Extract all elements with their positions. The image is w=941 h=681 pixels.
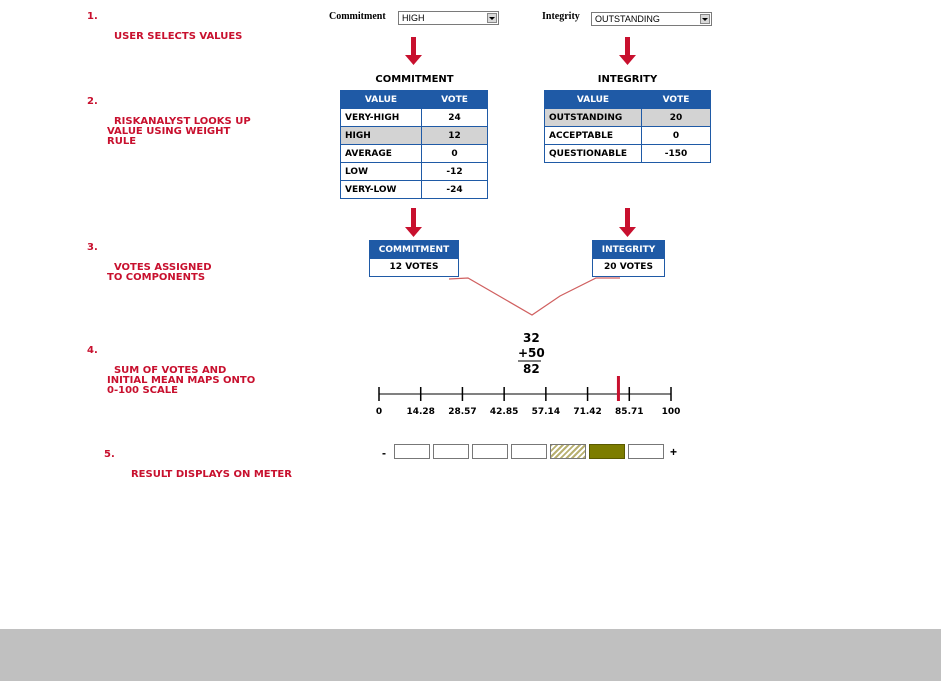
vote-cell: 12: [422, 127, 488, 145]
step-4-number: 4.: [87, 345, 98, 356]
value-cell: VERY-LOW: [341, 181, 422, 199]
footer-bar: [0, 629, 941, 681]
sum-total: 82: [523, 362, 540, 376]
step-3-text: VOTES ASSIGNED TO COMPONENTS: [107, 262, 212, 283]
scale-tick-label: 85.71: [615, 407, 644, 417]
commitment-votes-box: [369, 240, 459, 277]
value-cell: AVERAGE: [341, 145, 422, 163]
down-arrow-icon: [405, 37, 422, 65]
down-arrow-icon: [619, 37, 636, 65]
commitment-select-label: Commitment: [329, 11, 386, 22]
integrity-table-title: INTEGRITY: [597, 74, 658, 85]
table-row: [341, 145, 488, 163]
meter-segment: [628, 444, 664, 459]
step-5-text: RESULT DISPLAYS ON METER: [130, 469, 292, 480]
vote-cell: 0: [422, 145, 488, 163]
value-cell: QUESTIONABLE: [545, 145, 642, 163]
integrity-weight-table: [544, 90, 711, 163]
scale-tick-label: 100: [661, 407, 681, 417]
meter-segment: [589, 444, 625, 459]
table-row: [341, 181, 488, 199]
scale-tick-label: 28.57: [448, 407, 477, 417]
step-1-text: USER SELECTS VALUES: [113, 31, 243, 42]
vote-cell: 24: [422, 109, 488, 127]
table-row: [341, 109, 488, 127]
value-cell: ACCEPTABLE: [545, 127, 642, 145]
meter-segment: [433, 444, 469, 459]
column-header: VOTE: [422, 91, 488, 109]
meter-segment: [472, 444, 508, 459]
table-row: [545, 127, 711, 145]
down-arrow-icon: [405, 208, 422, 237]
table-row: [545, 145, 711, 163]
sum-addend-1: 32: [523, 331, 540, 345]
scale-tick-label: 71.42: [573, 407, 602, 417]
commitment-table-title: COMMITMENT: [375, 74, 454, 85]
commitment-votes-title: COMMITMENT: [370, 241, 458, 259]
vote-cell: -24: [422, 181, 488, 199]
table-row: [341, 163, 488, 181]
column-header: VOTE: [642, 91, 711, 109]
value-cell: HIGH: [341, 127, 422, 145]
vote-cell: -12: [422, 163, 488, 181]
step-1-number: 1.: [87, 11, 98, 22]
down-arrow-icon: [619, 208, 636, 237]
scale-tick-label: 57.14: [531, 407, 561, 417]
meter-segment: [511, 444, 547, 459]
value-cell: VERY-HIGH: [341, 109, 422, 127]
table-row-selected: [545, 109, 711, 127]
column-header: VALUE: [341, 91, 422, 109]
value-cell: OUTSTANDING: [545, 109, 642, 127]
meter-segment: [550, 444, 586, 459]
commitment-select-value: HIGH: [402, 13, 425, 23]
scale-tick-label: 42.85: [489, 407, 519, 417]
scale-tick-label: 0: [375, 407, 383, 417]
integrity-votes-value: 20 VOTES: [593, 259, 664, 276]
integrity-select-value: OUTSTANDING: [595, 14, 660, 24]
convergence-lines: [449, 278, 620, 315]
step-2-number: 2.: [87, 96, 98, 107]
meter-segment: [394, 444, 430, 459]
meter-plus: +: [670, 445, 678, 459]
commitment-votes-value: 12 VOTES: [370, 259, 458, 276]
vote-cell: -150: [642, 145, 711, 163]
vote-cell: 0: [642, 127, 711, 145]
step-3-number: 3.: [87, 242, 98, 253]
column-header: VALUE: [545, 91, 642, 109]
step-4-text: SUM OF VOTES AND INITIAL MEAN MAPS ONTO 0-100 SCALE: [107, 365, 256, 396]
meter-minus: -: [382, 446, 386, 460]
integrity-votes-title: INTEGRITY: [593, 241, 664, 259]
step-5-number: 5.: [104, 449, 115, 460]
sum-addend-2: +50: [518, 346, 545, 360]
step-2-text: RISKANALYST LOOKS UP VALUE USING WEIGHT RULE: [107, 116, 251, 147]
vote-cell: 20: [642, 109, 711, 127]
integrity-select-label: Integrity: [542, 11, 580, 22]
scale-tick-label: 14.28: [406, 407, 435, 417]
commitment-weight-table: [340, 90, 488, 199]
integrity-votes-box: [592, 240, 665, 277]
table-row-selected: [341, 127, 488, 145]
value-cell: LOW: [341, 163, 422, 181]
